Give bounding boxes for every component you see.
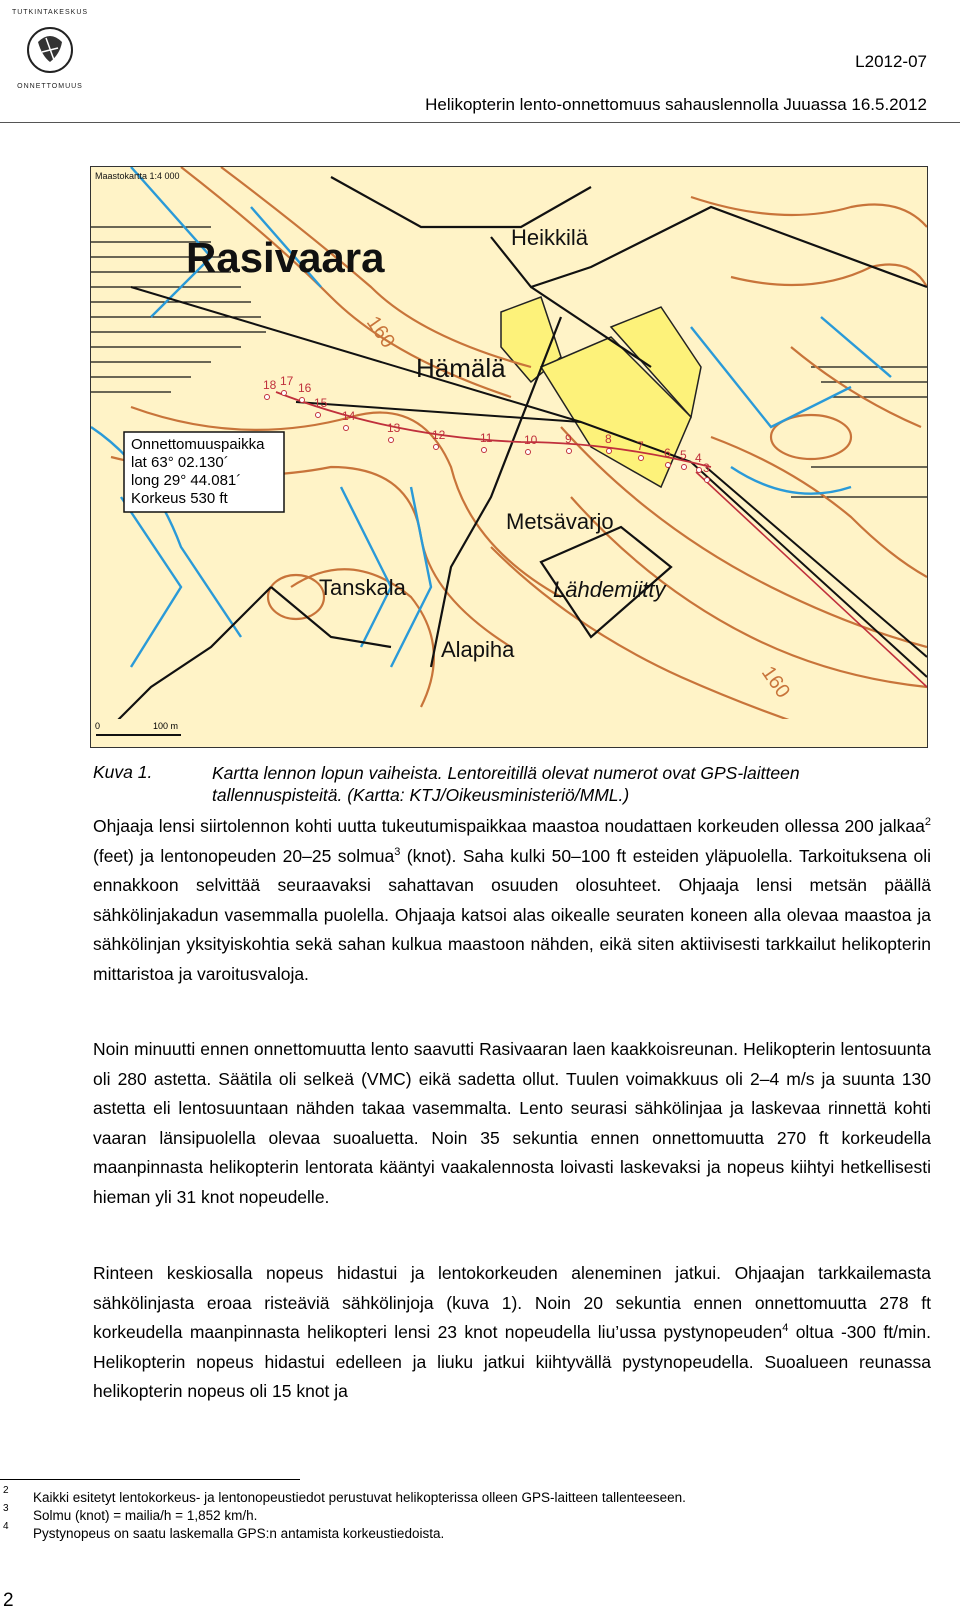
gps-point-marker (697, 468, 702, 473)
accident-map (90, 166, 928, 748)
accident-infobox (124, 432, 284, 512)
svg-text:TUTKINTAKESKUS: TUTKINTAKESKUS (11, 9, 89, 16)
paragraph-2: Noin minuutti ennen onnettomuutta lento saavutti Rasivaaran laen kaakkoisreunan. Helikopterin lentosuunta oli 280 astetta. Säätila oli selkeä (VMC) eikä sadetta ollut. Tuulen voimakkuus oli 2–4 m/s ja suunta 130 astetta eli lentosuuntaan nähden takaa vasemmalta. Lento seurasi sähkölinjaa ja laskevaa rinnettä kohti vaaran länsipuolella olevaa suoaluetta. Noin 35 sekuntia ennen onnettomuutta 270 ft korkeudella maanpinnasta helikopterin lentorata kääntyi vaakalennosta loivasti laskevaksi ja nopeus kiihtyi hetkellisesti hieman yli 31 knot nopeudelle. (93, 1039, 931, 1207)
infobox-lat: lat 63° 02.130´ (131, 454, 229, 471)
infobox-title: Onnettomuuspaikka (131, 436, 265, 453)
otkes-logo (2, 2, 102, 102)
gps-point-label: 17 (280, 374, 294, 388)
gps-point-label: 8 (605, 432, 612, 446)
power-lines-red (696, 472, 927, 687)
place-rasivaara: Rasivaara (186, 234, 385, 281)
gps-point-marker (666, 463, 671, 468)
place-hamala: Hämälä (416, 353, 506, 383)
footnote-number: 2 (3, 1485, 9, 1496)
p3-part-a: Rinteen keskiosalla nopeus hidastui ja lentokorkeuden aleneminen jatkui. Ohjaajan tarkkailemasta sähkölinjasta eroaa risteäviä sähkölinjoja (kuva 1). Noin 20 sekuntia ennen onnettomuutta 278 ft korkeudella maanpinnasta helikopteri lensi 23 knot nopeudella liu’ussa pystynopeuden (93, 1263, 931, 1342)
footnote-ref-4[interactable]: 4 (782, 1322, 789, 1335)
gps-point-label: 5 (680, 448, 687, 462)
p1-part-a: Ohjaaja lensi siirtolennon kohti uutta tukeutumispaikkaa maastoa noudattaen korkeuden ollessa 200 jalkaa (93, 816, 925, 836)
place-alapiha: Alapiha (441, 637, 515, 662)
place-heikkila: Heikkilä (511, 225, 589, 250)
p1-part-c: (knot). Saha kulki 50–100 ft esteiden yläpuolella. Tarkoituksena oli ennakkoon selvittää seuraavaksi sahattavan osuuden olosuhteet. Ohjaaja lensi metsän päällä sähkölinjakadun vasemmalla puolella. Ohjaaja katsoi alas oikealle seuraten koneen alla olevaa maastoa ja sähkölinjan yksityiskohtia sekä sahan kulkua maastoon nähden, eikä siten aktiivisesti tarkkailut helikopterin mittaristoa ja varoitusvaloja. (93, 845, 931, 984)
paragraph-3 (93, 1259, 931, 1407)
gps-point-marker (607, 449, 612, 454)
gps-point-marker (482, 448, 487, 453)
figure-caption-text: Kartta lennon lopun vaiheista. Lentoreitillä olevat numerot ovat GPS-laitteen tallennuspisteitä. (Kartta: KTJ/Oikeusministeriö/MML.) (212, 763, 800, 805)
footnote-number: 3 (3, 1503, 9, 1514)
paragraph-1 (93, 812, 931, 989)
gps-point-marker (300, 398, 305, 403)
svg-text:ONNETTOMUUS: ONNETTOMUUS (17, 83, 83, 90)
p1-part-b: (feet) ja lentonopeuden 20–25 solmua (93, 845, 395, 866)
page-number: 2 (3, 1590, 14, 1611)
gps-point-label: 14 (342, 409, 356, 423)
figure-caption-label: Kuva 1. (93, 762, 153, 782)
footnote-text: Kaikki esitetyt lentokorkeus- ja lentonopeustiedot perustuvat helikopterissa olleen GPS-laitteen tallenteeseen. (33, 1490, 686, 1505)
scale-label-0: 0 (95, 721, 101, 731)
scale-bar (91, 719, 927, 747)
gps-point-marker (705, 478, 710, 483)
map-scale-title: Maastokartta 1:4 000 (95, 171, 180, 181)
gps-point-marker (526, 450, 531, 455)
place-tanskala: Tanskala (319, 575, 406, 600)
gps-point-label: 11 (480, 431, 493, 445)
gps-point-label: 18 (263, 378, 277, 392)
gps-point-marker (639, 456, 644, 461)
gps-point-marker (682, 465, 687, 470)
place-metsavarjo: Metsävarjo (506, 509, 614, 534)
gps-point-label: 7 (637, 439, 644, 453)
p3-part-b: oltua -300 ft/min. Helikopterin nopeus hidastui edelleen ja liuku jatkui kiihtyvällä pystynopeudella. Suoalueen reunassa helikopterin nopeus oli 15 knot ja (93, 1322, 931, 1401)
footnote-text: Pystynopeus on saatu laskemalla GPS:n antamista korkeustiedoista. (33, 1526, 445, 1541)
gps-point-marker (316, 413, 321, 418)
gps-point-label: 12 (432, 428, 446, 442)
infobox-altitude: Korkeus 530 ft (131, 490, 228, 507)
report-code: L2012-07 (855, 52, 927, 71)
footnote-ref-3[interactable]: 3 (394, 845, 401, 858)
gps-point-label: 9 (565, 432, 572, 446)
footnote-text: Solmu (knot) = mailia/h = 1,852 km/h. (33, 1508, 258, 1523)
gps-point-label: 16 (298, 381, 312, 395)
gps-point-label: 13 (387, 421, 401, 435)
footnote-divider (0, 1479, 300, 1480)
contour-label: 160 (756, 662, 795, 703)
gps-point-label: 4 (695, 451, 702, 465)
gps-point-label: 10 (524, 433, 538, 447)
footnote-number: 4 (3, 1521, 9, 1532)
gps-point-label: 15 (314, 396, 328, 410)
gps-point-marker (434, 445, 439, 450)
contour-label: 160 (361, 312, 400, 353)
gps-point-marker (344, 426, 349, 431)
infobox-long: long 29° 44.081´ (131, 472, 242, 489)
scale-label-100m: 100 m (153, 721, 179, 731)
gps-point-marker (567, 449, 572, 454)
gps-point-label: 3 (703, 461, 710, 475)
report-title: Helikopterin lento-onnettomuus sahauslennolla Juuassa 16.5.2012 (425, 95, 927, 114)
gps-point-marker (282, 391, 287, 396)
footnote-ref-2[interactable]: 2 (924, 816, 931, 829)
header-divider (0, 122, 960, 123)
place-lahdemiitty: Lähdemiitty (553, 577, 666, 602)
gps-point-marker (389, 438, 394, 443)
gps-point-marker (265, 395, 270, 400)
gps-point-label: 6 (664, 446, 671, 460)
